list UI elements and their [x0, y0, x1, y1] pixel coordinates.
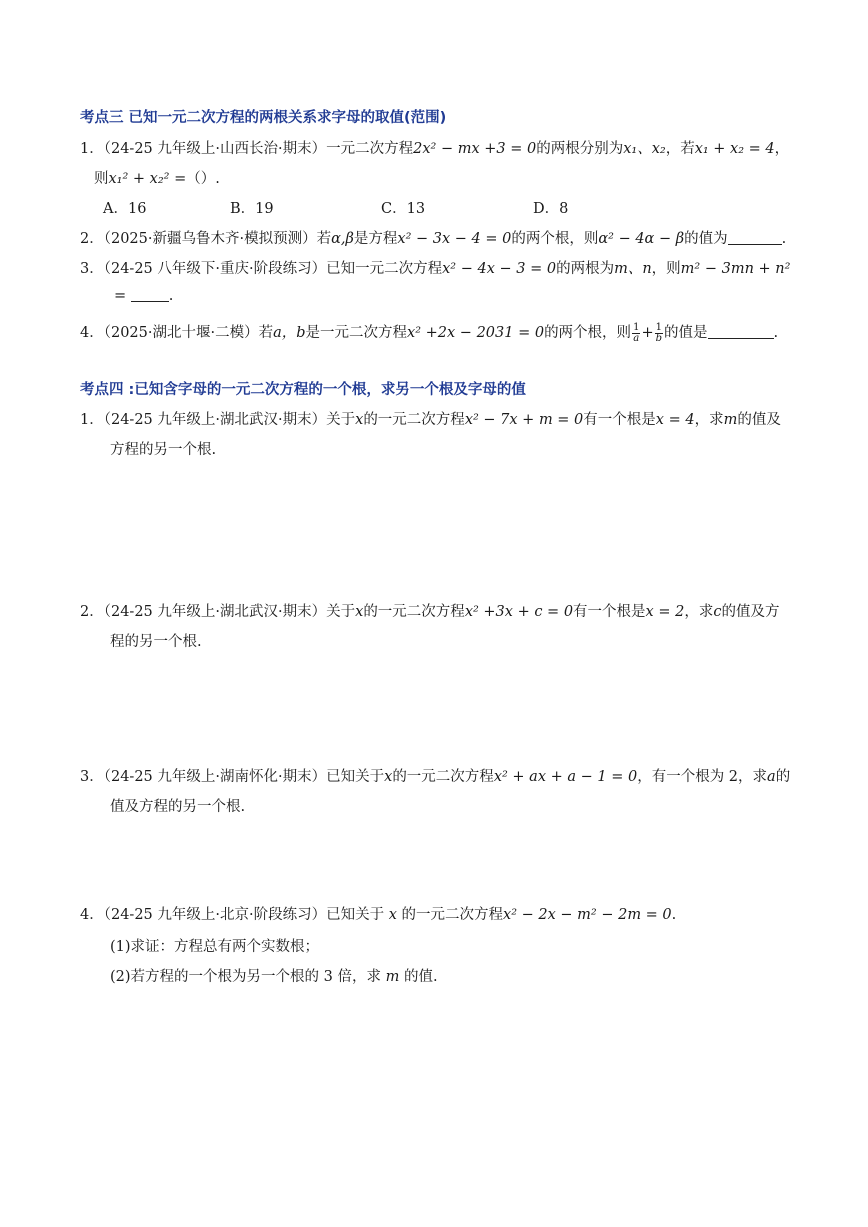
- question-source: （24-25 九年级上·湖南怀化·期末）: [103, 769, 327, 785]
- question-text: 有一个根是: [583, 412, 656, 428]
- question-text: 是方程: [353, 231, 398, 247]
- question-text: ，则: [651, 261, 681, 277]
- punctuation: .: [671, 907, 677, 923]
- equation: x² + ax + a − 1 = 0: [493, 769, 638, 785]
- option-a: A．16: [103, 201, 147, 217]
- equation: x² − 2x − m² − 2m = 0: [503, 907, 672, 923]
- question-text: 关于: [326, 412, 356, 428]
- question-source: （24-25 九年级上·山西长治·期末）: [103, 141, 327, 157]
- question-number: 4．: [80, 907, 104, 923]
- fraction-1-over-a: [632, 323, 640, 344]
- equation: x² − 7x + m = 0: [464, 412, 584, 428]
- question-text: 的值及方: [721, 604, 780, 620]
- question-text: 的: [775, 769, 791, 785]
- option-d: D．8: [533, 201, 569, 217]
- question-text: ，: [774, 141, 790, 157]
- s4-q3-line2: 值及方程的另一个根.: [110, 799, 246, 815]
- question-text: 的一元二次方程: [392, 769, 494, 785]
- root: x = 4: [655, 412, 695, 428]
- section-3-title: 考点三 已知一元二次方程的两根关系求字母的取值(范围): [80, 110, 447, 126]
- variable: x: [384, 769, 393, 785]
- question-text: 的值及: [737, 412, 781, 428]
- question-source: （24-25 九年级上·湖北武汉·期末）: [103, 412, 327, 428]
- question-text: 的两根为: [556, 261, 615, 277]
- question-text: 的一元二次方程: [363, 412, 465, 428]
- numerator: 1: [655, 321, 662, 333]
- answer-paren: （）.: [186, 171, 220, 187]
- question-number: 3．: [80, 261, 104, 277]
- question-text: 则: [94, 171, 109, 187]
- s3-q1-line2: [80, 167, 220, 188]
- expression: m² − 3mn + n²: [680, 261, 791, 277]
- s3-q4-line1: [80, 321, 778, 344]
- variable: x: [388, 907, 397, 923]
- condition: x₁ + x₂ = 4: [694, 141, 775, 157]
- s4-q2-line2: 程的另一个根.: [110, 634, 202, 650]
- s4-q1-line2: 方程的另一个根.: [110, 442, 217, 458]
- question-text: 已知一元二次方程: [326, 261, 443, 277]
- s4-q4-sub1: (1)求证：方程总有两个实数根；: [110, 939, 320, 955]
- question-number: 2．: [80, 231, 104, 247]
- variable: m: [385, 969, 400, 985]
- s3-q3-line2: [114, 287, 173, 304]
- equation: x² +2x − 2031 = 0: [407, 325, 545, 341]
- denominator: a: [633, 332, 640, 344]
- question-text: 已知关于: [326, 907, 389, 923]
- variable: c: [713, 604, 722, 620]
- root: x = 2: [645, 604, 685, 620]
- question-text: 关于: [326, 604, 356, 620]
- plus-sign: +: [641, 325, 654, 341]
- question-source: （2025·湖北十堰·二模）: [103, 325, 259, 341]
- punctuation: .: [773, 325, 779, 341]
- question-text: 的两个根，则: [544, 325, 632, 341]
- question-text: ，有一个根为 2，求: [637, 769, 768, 785]
- question-text: (2)若方程的一个根为另一个根的 3 倍，求: [110, 969, 386, 985]
- question-source: （24-25 九年级上·湖北武汉·期末）: [103, 604, 327, 620]
- question-number: 4．: [80, 325, 104, 341]
- variable: m: [723, 412, 738, 428]
- answer-blank[interactable]: [728, 230, 782, 245]
- question-number: 2．: [80, 604, 104, 620]
- equals-sign: =: [114, 288, 127, 304]
- variables: a，b: [273, 325, 306, 341]
- question-text: 的值是: [664, 325, 708, 341]
- equation: 2x² − mx +3 = 0: [413, 141, 537, 157]
- roots: x₁、x₂: [623, 141, 666, 157]
- question-source: （24-25 九年级上·北京·阶段练习）: [103, 907, 327, 923]
- question-text: 若: [316, 231, 332, 247]
- option-b: B．19: [230, 201, 274, 217]
- question-text: 已知关于: [326, 769, 385, 785]
- numerator: 1: [633, 321, 640, 333]
- s4-q1-line1: [80, 408, 781, 429]
- option-c: C．13: [381, 201, 426, 217]
- s3-q2-line1: [80, 227, 786, 248]
- question-text: ，求: [694, 412, 724, 428]
- question-text: 一元二次方程: [326, 141, 414, 157]
- question-number: 3．: [80, 769, 104, 785]
- question-text: 的一元二次方程: [396, 907, 504, 923]
- s4-q2-line1: [80, 600, 779, 621]
- question-source: （2025·新疆乌鲁木齐·模拟预测）: [103, 231, 317, 247]
- s4-q4-sub2: [110, 965, 438, 986]
- question-text: 的一元二次方程: [363, 604, 465, 620]
- variable: x: [355, 604, 364, 620]
- equation: x² − 4x − 3 = 0: [442, 261, 557, 277]
- variables: α,β: [331, 231, 354, 247]
- question-number: 1．: [80, 412, 104, 428]
- roots: m、n: [614, 261, 652, 277]
- question-text: ，若: [665, 141, 695, 157]
- s3-q3-line1: [80, 257, 790, 278]
- s4-q3-line1: [80, 765, 790, 786]
- question-text: 若: [258, 325, 274, 341]
- denominator: b: [655, 332, 662, 344]
- answer-blank[interactable]: [708, 324, 774, 339]
- expression: α² − 4α − β: [598, 231, 685, 247]
- question-text: 是一元二次方程: [305, 325, 408, 341]
- answer-blank[interactable]: [131, 287, 169, 302]
- question-text: 的两根分别为: [536, 141, 624, 157]
- variable: a: [767, 769, 776, 785]
- question-source: （24-25 八年级下·重庆·阶段练习）: [103, 261, 327, 277]
- fraction-1-over-b: [655, 323, 663, 344]
- question-text: 的值为: [684, 231, 728, 247]
- question-text: 的值.: [399, 969, 438, 985]
- equation: x² − 3x − 4 = 0: [397, 231, 512, 247]
- punctuation: .: [168, 288, 174, 304]
- equation: x² +3x + c = 0: [464, 604, 574, 620]
- question-number: 1．: [80, 141, 104, 157]
- question-text: 的两个根，则: [511, 231, 599, 247]
- s4-q4-line1: [80, 903, 676, 924]
- variable: x: [355, 412, 364, 428]
- expression: x₁² + x₂² =: [108, 171, 187, 187]
- section-4-title: 考点四 :已知含字母的一元二次方程的一个根，求另一个根及字母的值: [80, 382, 526, 398]
- punctuation: .: [781, 231, 787, 247]
- question-text: 有一个根是: [573, 604, 646, 620]
- s3-q1-line1: [80, 137, 789, 158]
- question-text: ，求: [684, 604, 714, 620]
